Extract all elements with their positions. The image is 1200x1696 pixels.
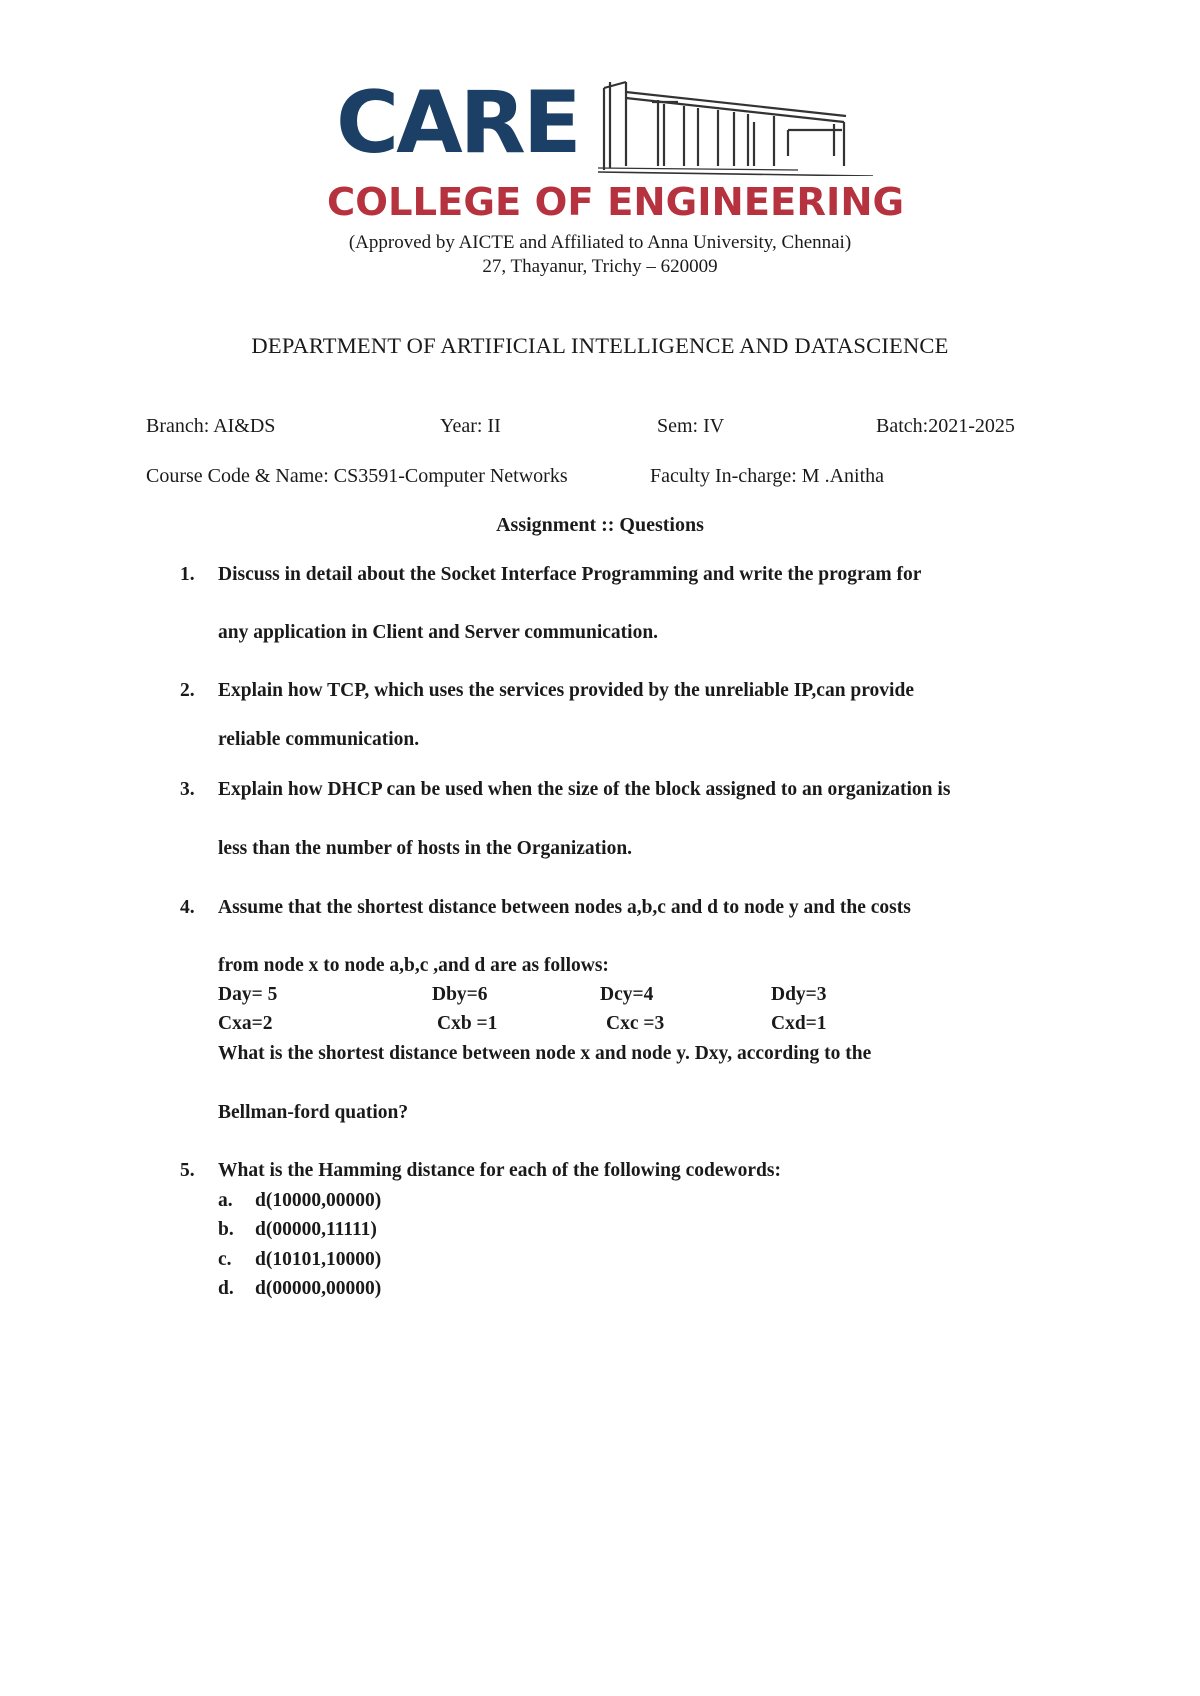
cost-value: Cxc =3 xyxy=(606,1013,665,1034)
question-number: 2. xyxy=(180,680,195,701)
cost-value: Cxd=1 xyxy=(771,1013,827,1034)
distance-value: Day= 5 xyxy=(218,984,278,1005)
question-text: Bellman-ford quation? xyxy=(218,1102,409,1123)
question-text: less than the number of hosts in the Organization. xyxy=(218,838,633,859)
sub-item-letter: c. xyxy=(218,1249,232,1270)
question-text: Explain how TCP, which uses the services provided by the unreliable IP,can provide xyxy=(218,680,914,701)
question-text: What is the shortest distance between node x and node y. Dxy, according to the xyxy=(218,1043,872,1064)
logo-college-name: COLLEGE OF ENGINEERING xyxy=(327,180,905,225)
building-logo-icon xyxy=(598,80,873,176)
distance-value: Ddy=3 xyxy=(771,984,827,1005)
department-title: DEPARTMENT OF ARTIFICIAL INTELLIGENCE AND DATASCIENCE xyxy=(251,333,949,358)
approval-text: (Approved by AICTE and Affiliated to Anna University, Chennai) xyxy=(348,232,852,253)
question-text: from node x to node a,b,c ,and d are as follows: xyxy=(218,955,609,976)
distance-value: Dcy=4 xyxy=(600,984,654,1005)
question-text: Assume that the shortest distance between nodes a,b,c and d to node y and the costs xyxy=(218,897,911,918)
question-number: 1. xyxy=(180,564,195,585)
sub-item-letter: d. xyxy=(218,1278,234,1299)
question-text: What is the Hamming distance for each of the following codewords: xyxy=(218,1160,781,1181)
logo-brand-text: CARE xyxy=(336,73,579,173)
assignment-heading: Assignment :: Questions xyxy=(496,514,704,536)
college-logo xyxy=(327,73,905,230)
sem-label: Sem: IV xyxy=(657,415,725,437)
branch-label: Branch: AI&DS xyxy=(146,415,276,437)
faculty-label: Faculty In-charge: M .Anitha xyxy=(650,465,885,487)
address-text: 27, Thayanur, Trichy – 620009 xyxy=(482,256,718,277)
question-text: reliable communication. xyxy=(218,729,420,750)
cost-value: Cxa=2 xyxy=(218,1013,273,1034)
sub-item-letter: b. xyxy=(218,1219,234,1240)
question-text: any application in Client and Server communication. xyxy=(218,622,659,643)
batch-label: Batch:2021-2025 xyxy=(876,415,1015,437)
sub-item-text: d(10101,10000) xyxy=(255,1249,382,1270)
sub-item-text: d(00000,00000) xyxy=(255,1278,382,1299)
sub-item-letter: a. xyxy=(218,1190,233,1211)
question-number: 4. xyxy=(180,897,195,918)
question-number: 5. xyxy=(180,1160,195,1181)
question-number: 3. xyxy=(180,779,195,800)
sub-item-text: d(00000,11111) xyxy=(255,1219,377,1240)
year-label: Year: II xyxy=(440,415,501,437)
distance-value: Dby=6 xyxy=(432,984,488,1005)
question-text: Explain how DHCP can be used when the size of the block assigned to an organization is xyxy=(218,779,951,800)
question-text: Discuss in detail about the Socket Interface Programming and write the program for xyxy=(218,564,922,585)
cost-value: Cxb =1 xyxy=(437,1013,498,1034)
course-label: Course Code & Name: CS3591-Computer Networks xyxy=(146,465,568,487)
sub-item-text: d(10000,00000) xyxy=(255,1190,382,1211)
